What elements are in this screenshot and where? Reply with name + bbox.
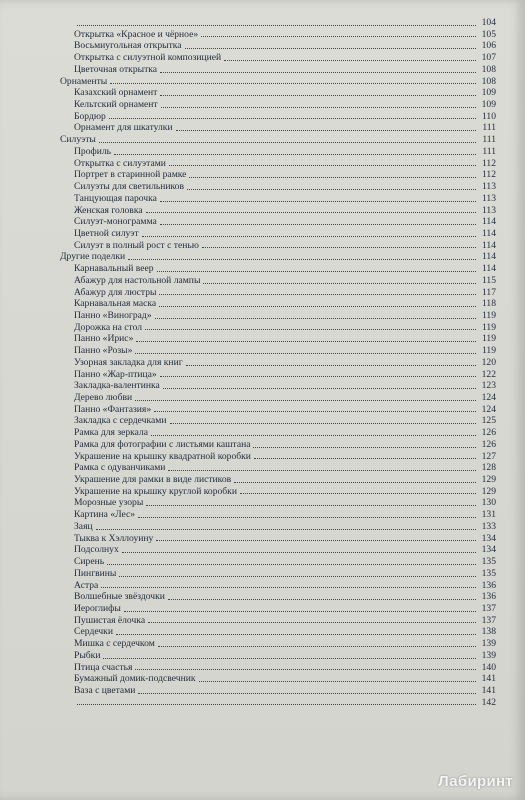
toc-page-number: 126 [481,438,496,450]
dot-leader [146,505,476,506]
toc-page-number: 111 [482,134,496,146]
toc-entry [60,451,496,463]
toc-entry [60,181,496,193]
toc-entry-title: Дорожка на стол [74,321,143,333]
toc-page-number: 135 [481,556,496,568]
toc-page-number: 105 [481,28,496,40]
dot-leader [240,493,476,494]
toc-entry [60,521,496,533]
toc-page-number: 130 [481,497,496,509]
dot-leader [163,388,476,389]
toc-entry [60,415,496,427]
dot-leader [161,107,476,108]
toc-page-number: 108 [481,63,496,75]
toc-entry [60,122,496,134]
toc-entry-title: Волшебные звёздочки [74,591,165,603]
toc-entry [60,228,496,240]
toc-entry [60,169,496,181]
toc-page-number: 124 [481,392,496,403]
dot-leader [202,247,476,248]
dot-leader [109,118,476,119]
dot-leader [189,177,476,178]
toc-page-number: 122 [481,368,496,380]
toc-page-number: 129 [481,474,496,486]
dot-leader [157,271,476,272]
toc-entry [60,697,496,709]
toc-page-number: 114 [481,216,496,228]
toc-entry [60,439,496,451]
toc-page-number: 119 [481,333,496,345]
toc-page-number: 112 [481,169,496,181]
toc-entry [60,146,496,158]
toc-page-number: 136 [481,591,496,603]
toc-page-number: 114 [481,227,496,239]
toc-page-number: 131 [481,509,496,521]
dot-leader [77,25,476,26]
toc-page-number: 119 [481,321,496,333]
toc-entry-title: Орнамент для шкатулки [74,122,173,134]
dot-leader [107,564,476,565]
toc-entry [60,275,496,287]
toc-entry-title: Кельтский орнамент [74,99,158,111]
toc-entry [60,427,496,439]
dot-leader [168,599,476,600]
dot-leader [185,48,476,49]
toc-page-number: 113 [481,181,496,193]
toc-entry [60,64,496,76]
dot-leader [135,353,476,354]
labirint-watermark [438,773,513,790]
toc-entry-title: Украшение на крышку квадратной коробки [74,450,251,462]
dot-leader [138,517,476,518]
dot-leader [201,36,476,37]
toc-page-number: 106 [481,40,496,52]
toc-page-number: 119 [481,309,496,321]
toc-entry-title: Карнавальная маска [74,298,157,310]
dot-leader [159,294,476,295]
dot-leader [160,376,476,377]
toc-entry [60,685,496,697]
dot-leader [224,60,476,61]
toc-entry [60,29,496,41]
toc-entry [60,673,496,685]
toc-entry [60,544,496,556]
toc-page-number: 133 [481,520,496,532]
toc-page-number: 135 [481,567,496,579]
toc-page-number: 108 [481,75,496,87]
toc-page-number: 117 [481,286,496,298]
toc-entry [60,40,496,52]
toc-entry-title: Цветной силуэт [74,227,139,239]
toc-entry-title: Другие поделки [60,251,126,263]
toc-entry-title: Рыбки [74,649,101,661]
toc-entry-title: Карнавальный веер [74,263,154,275]
toc-page-number: 118 [481,298,496,310]
toc-page-number: 141 [481,673,496,685]
toc-entry [60,298,496,310]
dot-leader [176,130,476,131]
toc-entry-title: Открытка «Красное и чёрное» [74,28,199,40]
dot-leader [158,646,476,647]
dot-leader [156,540,476,541]
toc-page-number: 141 [481,684,496,696]
dot-leader [254,458,476,459]
dot-leader [99,142,476,143]
toc-entry-title: Цветочная открытка [74,63,158,75]
toc-entry [60,603,496,615]
dot-leader [203,283,476,284]
toc-entry-title: Панно «Виноград» [74,309,152,321]
toc-entry-title: Панно «Жар-птица» [74,368,157,380]
dot-leader [135,669,476,670]
dot-leader [159,306,476,307]
dot-leader [135,400,476,401]
toc-entry-title: Орнаменты [60,75,108,87]
toc-entry-title: Открытка с силуэтной композицией [74,52,222,64]
toc-entry [60,462,496,474]
dot-leader [169,165,476,166]
toc-entry-title: Пушистая ёлочка [74,614,146,626]
dot-leader [77,704,476,705]
dot-leader [151,435,476,436]
toc-entry-title: Украшение на крышку круглой коробки [74,485,237,497]
toc-page-number: 138 [481,626,496,638]
toc-page-number: 110 [481,110,496,122]
toc-entry-title: Панно «Розы» [74,345,133,357]
toc-entry [60,497,496,509]
toc-entry-title: Бордюр [74,110,106,122]
toc-entry [60,99,496,111]
toc-entry [60,322,496,334]
dot-leader [103,658,476,659]
toc-entry-title: Рамка для фотографии с листьями каштана [74,438,251,450]
toc-page-number: 134 [481,532,496,544]
dot-leader [154,411,476,412]
toc-page-number: 114 [481,239,496,251]
toc-page-number: 113 [481,204,496,216]
toc-entry-title: Птица счастья [74,661,133,673]
toc-page-number: 115 [481,274,496,286]
dot-leader [124,611,476,612]
toc-entry [60,486,496,498]
toc-page-number: 128 [481,462,496,474]
toc-entry [60,533,496,545]
toc-entry [60,580,496,592]
toc-entry [60,662,496,674]
toc-entry-title: Мишка с сердечком [74,638,155,650]
toc-entry-title: Картина «Лес» [74,509,136,521]
dot-leader [187,189,476,190]
toc-entry-title: Ваза с цветами [74,684,136,696]
dot-leader [142,236,476,237]
toc-entry [60,333,496,345]
toc-entry [60,357,496,369]
table-of-contents [60,17,496,708]
toc-section-heading [60,251,496,263]
dot-leader [110,83,476,84]
dot-leader [145,329,476,330]
toc-entry [60,193,496,205]
toc-page-number: 140 [481,661,496,673]
toc-entry-title: Украшение для рамки в виде листиков [74,474,232,486]
toc-page-number: 120 [481,356,496,368]
toc-page-number: 112 [481,157,496,169]
toc-page-number: 137 [481,602,496,614]
toc-entry-title: Морозные узоры [74,497,144,509]
toc-entry-title: Пингвины [74,567,117,579]
toc-entry [60,392,496,404]
toc-page-number: 123 [481,380,496,392]
toc-entry [60,240,496,252]
toc-section-heading [60,134,496,146]
dot-leader [101,587,476,588]
toc-page-number: 109 [481,99,496,111]
dot-leader [136,341,476,342]
toc-entry-title: Дерево любви [74,392,133,403]
dot-leader [122,552,476,553]
toc-entry [60,474,496,486]
toc-entry-title: Рамка с одуванчиками [74,462,166,474]
dot-leader [170,423,477,424]
toc-entry-title: Казахский орнамент [74,87,158,99]
toc-entry [60,345,496,357]
toc-page-number: 111 [482,122,496,134]
toc-entry-title: Восьмиугольная открытка [74,40,182,52]
toc-entry-title: Рамка для зеркала [74,427,149,439]
toc-page-number: 127 [481,450,496,462]
toc-section-heading [60,76,496,88]
toc-entry-title: Силуэт в полный рост с тенью [74,239,199,251]
toc-entry-title: Силуэты [60,134,96,146]
toc-entry [60,369,496,381]
watermark-text: Лабиринт [438,773,513,790]
dot-leader [160,224,476,225]
toc-page-number: 125 [481,415,496,427]
dot-leader [116,634,476,635]
toc-entry-title: Панно «Ирис» [74,333,134,345]
toc-entry [60,615,496,627]
dot-leader [234,482,476,483]
dot-leader [148,622,476,623]
toc-entry [60,263,496,275]
toc-entry [60,52,496,64]
dot-leader [186,365,476,366]
toc-entry [60,310,496,322]
toc-entry-title: Женская головка [74,204,143,216]
dot-leader [114,154,476,155]
dot-leader [146,212,476,213]
toc-page-number: 107 [481,52,496,64]
toc-page-number: 139 [481,638,496,650]
toc-entry-title: Открытка с силуэтами [74,157,166,169]
toc-page-number: 114 [481,263,496,275]
toc-entry [60,380,496,392]
dot-leader [160,95,476,96]
toc-entry-title: Абажур для настольной лампы [74,274,201,286]
toc-page-number: 114 [481,251,496,263]
dot-leader [160,72,476,73]
toc-page-number: 104 [481,17,496,28]
toc-page-number: 124 [481,403,496,415]
toc-entry-title: Силуэты для светильников [74,181,184,193]
toc-entry-title: Тыква к Хэллоуину [74,532,154,544]
toc-entry-title: Иероглифы [74,602,121,614]
toc-page-number: 126 [481,427,496,439]
toc-page-number: 119 [481,345,496,357]
toc-page-number: 134 [481,544,496,556]
toc-entry-title: Закладка с сердечками [74,415,167,427]
toc-page-number: 113 [481,192,496,204]
dot-leader [160,201,476,202]
toc-entry [60,111,496,123]
toc-entry-title: Портрет в старинной рамке [74,169,187,181]
dot-leader [155,318,476,319]
dot-leader [168,470,476,471]
toc-entry [60,556,496,568]
toc-entry-title: Бумажный домик-подсвечник [74,673,196,685]
toc-entry [60,205,496,217]
toc-entry-title: Астра [74,579,99,591]
dot-leader [138,693,476,694]
dot-leader [253,447,476,448]
toc-page-number: 137 [481,614,496,626]
toc-entry-title: Абажур для люстры [74,286,157,298]
toc-entry-title: Сердечки [74,626,113,638]
toc-page-number: 129 [481,485,496,497]
toc-entry [60,87,496,99]
toc-entry [60,287,496,299]
toc-page-number: 109 [481,87,496,99]
toc-entry [60,216,496,228]
dot-leader [119,576,476,577]
toc-entry [60,158,496,170]
dot-leader [199,681,476,682]
toc-entry [60,650,496,662]
toc-entry [60,509,496,521]
toc-entry-title: Панно «Фантазия» [74,403,152,415]
toc-entry-title: Сирень [74,556,105,568]
toc-entry-title: Силуэт-монограмма [74,216,157,228]
toc-entry [60,17,496,29]
toc-entry-title: Узорная закладка для книг [74,356,183,368]
toc-entry-title: Танцующая парочка [74,192,157,204]
toc-entry-title: Заяц [74,520,93,532]
toc-entry [60,638,496,650]
toc-entry [60,591,496,603]
toc-entry [60,404,496,416]
toc-entry-title: Закладка-валентинка [74,380,160,392]
toc-page-number: 111 [482,145,496,157]
toc-page-number: 136 [481,579,496,591]
dot-leader [96,529,476,530]
toc-entry [60,568,496,580]
toc-page-number: 139 [481,649,496,661]
dot-leader [128,259,476,260]
toc-entry [60,626,496,638]
toc-entry-title: Профиль [74,145,112,157]
toc-page-number: 142 [481,696,496,708]
toc-entry-title: Подсолнух [74,544,119,556]
